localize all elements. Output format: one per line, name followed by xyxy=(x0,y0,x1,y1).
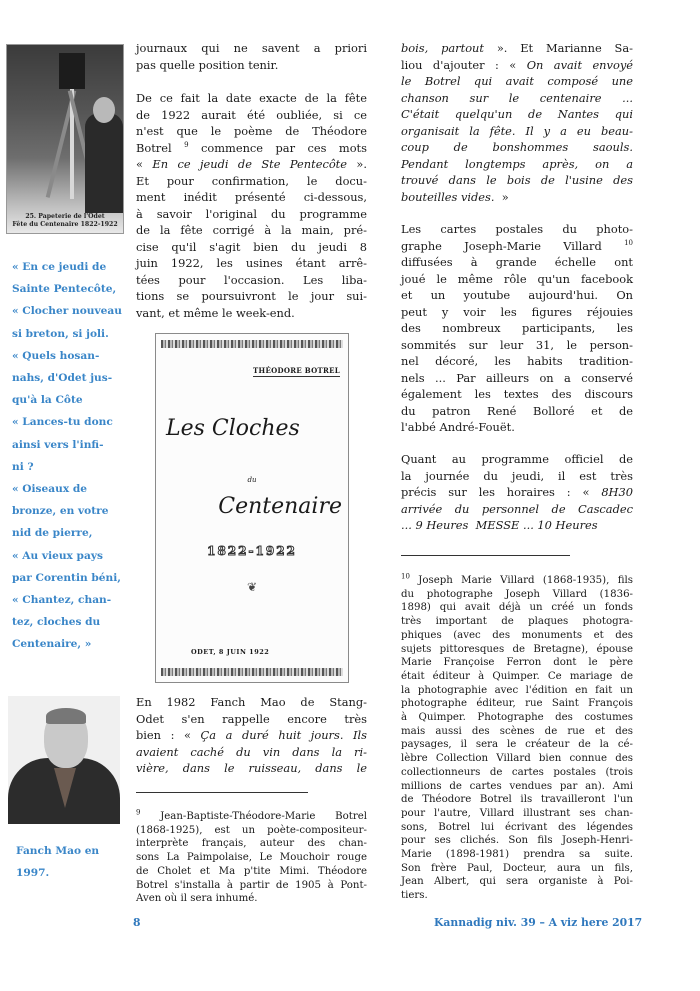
poem-line: nid de pierre, xyxy=(12,527,93,540)
text-line: très important de plaques photogra- xyxy=(401,616,633,628)
quote-italic: trouvé dans le bois de l'usine des xyxy=(401,173,633,187)
text-line: Odet s'en rappelle encore très xyxy=(136,711,367,726)
postcard-caption xyxy=(7,213,123,229)
quote-italic: avaient caché du vin dans la ri- xyxy=(136,744,367,759)
text-line: nel décoré, les habits tradition- xyxy=(401,354,633,368)
text-fragment: Joseph Marie Villard (1868-1935), fils xyxy=(418,575,633,586)
text-line xyxy=(401,574,633,588)
quote-italic: Ça a duré huit jours. Ils xyxy=(200,728,367,742)
poem-line: « En ce jeudi de xyxy=(12,261,107,273)
text-line: vant, et même le week-end. xyxy=(136,305,295,320)
text-line xyxy=(136,727,367,744)
text-line xyxy=(401,123,633,140)
text-line: tions se poursuivront le jour sui- xyxy=(136,289,367,303)
text-line: à savoir l'original du programme xyxy=(136,206,367,221)
postcard-caption-line1: 25. Papeterie de l'Odet xyxy=(25,213,105,220)
text-line: de Cholet et Ma p'tite Mimi. Théodore xyxy=(136,865,367,877)
poem-line: ni ? xyxy=(12,460,34,473)
footnote-divider xyxy=(136,792,308,793)
text-line: sons La Paimpolaise, Le Mouchoir rouge xyxy=(136,852,367,864)
text-line: En 1982 Fanch Mao de Stang- xyxy=(136,695,367,709)
text-line: sons, Botrel lui écrivant des légendes xyxy=(401,821,633,833)
right-paragraph-2 xyxy=(401,221,633,436)
center-paragraph-3 xyxy=(136,694,367,777)
text-line: nels ... Par ailleurs on a conservé xyxy=(401,370,633,385)
right-paragraph-3 xyxy=(401,451,633,534)
text-line: tées pour l'occasion. Les liba- xyxy=(136,272,367,287)
text-line: juin 1922, les usines étant arrê- xyxy=(136,256,367,270)
text-line: du photographe Joseph Villard (1836- xyxy=(401,588,633,600)
text-line xyxy=(136,140,367,157)
text-line xyxy=(401,106,633,123)
text-fragment: précis sur les horaires : « xyxy=(401,485,602,499)
portrait-caption xyxy=(16,840,126,884)
text-line: peut y voir les figures réjouies xyxy=(401,304,633,319)
poem-line: « Quels hosan- xyxy=(12,349,100,362)
quote-italic: bois, partout xyxy=(401,41,484,55)
footnote-9 xyxy=(136,810,367,906)
poem-line: Sainte Pentecôte, xyxy=(12,283,117,296)
quote-italic: 8H30 xyxy=(601,485,633,499)
poem-line: ainsi vers l'infi- xyxy=(12,438,104,451)
poem-line: « Lances-tu donc xyxy=(12,416,113,429)
text-line: 1898) qui avait déjà un créé un fonds xyxy=(401,602,633,614)
text-line xyxy=(401,501,633,518)
cover-years: 1822-1922 xyxy=(207,544,297,558)
text-line: de 1922 aurait été oubliée, si ce xyxy=(136,107,367,122)
poem-sidebar xyxy=(12,256,130,656)
text-line: ment inédit présenté ci-dessous, xyxy=(136,190,367,204)
quote-italic: arrivée du personnel de Cascadec xyxy=(401,501,633,516)
text-line: millions de cartes vendues par an). Ami xyxy=(401,780,633,792)
text-line: interprète français, auteur des chan- xyxy=(136,838,367,850)
floral-ornament-icon: ❦ xyxy=(246,580,258,594)
footnote-marker: 9 xyxy=(136,808,141,817)
cover-title-line3: Centenaire xyxy=(218,494,342,519)
quote-open: « xyxy=(136,157,153,171)
text-line xyxy=(136,156,367,173)
text-line: à Quimper. Photographe des costumes xyxy=(401,712,633,724)
text-line: du patron René Bolloré et de xyxy=(401,403,633,418)
text-line: joué le même rôle qu'un facebook xyxy=(401,271,633,286)
quote-italic: vière, dans le ruisseau, dans le xyxy=(136,761,367,775)
cover-title-line2: du xyxy=(247,476,257,484)
text-line: Les cartes postales du photo- xyxy=(401,222,633,236)
center-paragraph-1 xyxy=(136,40,367,73)
man-figure xyxy=(85,113,123,213)
cover-author: THÉODORE BOTREL xyxy=(253,366,340,375)
text-line: l'abbé André-Fouët. xyxy=(401,420,515,434)
text-line xyxy=(401,484,633,501)
text-line: journaux qui ne savent a priori xyxy=(136,41,367,55)
text-line: lèbre Collection Villard bien connue des xyxy=(401,753,633,765)
text-fragment: Jean-Baptiste-Théodore-Marie Botrel xyxy=(160,811,367,822)
text-fragment: liou d'ajouter : « xyxy=(401,57,527,72)
quote-close: » xyxy=(494,189,509,204)
text-line xyxy=(401,517,633,534)
poem-line: nahs, d'Odet jus- xyxy=(12,372,113,385)
footnote-ref-9[interactable]: 9 xyxy=(184,140,189,149)
text-line: la journée du jeudi, il est très xyxy=(401,468,633,483)
portrait-caption-line2: 1997. xyxy=(16,867,50,879)
page-number: 8 xyxy=(133,916,141,929)
text-line xyxy=(401,139,633,156)
quote-italic: C'était quelqu'un de Nantes qui xyxy=(401,107,633,121)
text-line: Botrel s'installa à partir de 1905 à Pont- xyxy=(136,879,367,891)
text-line xyxy=(136,760,367,777)
poem-line: « Chantez, chan- xyxy=(12,594,112,607)
quote-italic: organisait la fête. Il y a eu beau- xyxy=(401,123,633,138)
text-line: Son frère Paul, Docteur, aura un fils, xyxy=(401,862,633,874)
text-line xyxy=(401,57,633,74)
poem-line: qu'à la Côte xyxy=(12,394,83,407)
quote-italic: ... 9 Heures MESSE ... 10 Heures xyxy=(401,518,598,532)
text-line: de la fête corrigé à la main, pré- xyxy=(136,223,367,237)
postcard-photo-camera xyxy=(6,44,124,234)
text-line: sommités sur leur 31, le person- xyxy=(401,337,633,352)
text-line: mais aussi des scènes de rue et des xyxy=(401,725,633,737)
text-line: phiques (avec des monuments et des xyxy=(401,629,633,641)
text-line: également les textes des discours xyxy=(401,387,633,401)
text-line: était éditeur à Quimper. Ce mariage de xyxy=(401,670,633,682)
text-line xyxy=(401,156,633,173)
text-line xyxy=(136,744,367,761)
text-line xyxy=(136,810,367,824)
poem-line: par Corentin béni, xyxy=(12,571,121,584)
footnote-marker: 10 xyxy=(401,572,410,581)
poem-line: « Clocher nouveau xyxy=(12,305,122,318)
text-line: De ce fait la date exacte de la fête xyxy=(136,91,367,105)
text-line: sujets pittoresques de Bretagne), épouse xyxy=(401,643,633,655)
text-line: Aven où il sera inhumé. xyxy=(136,893,258,905)
quote-italic: Pendant longtemps après, on a xyxy=(401,156,633,171)
portrait-caption-line1: Fanch Mao en xyxy=(16,845,100,857)
publication-footer: Kannadig niv. 39 – A viz here 2017 xyxy=(434,916,643,929)
postcard-caption-line2: Fête du Centenaire 1822-1922 xyxy=(12,221,118,228)
quote-italic: chanson sur le centenaire ... xyxy=(401,90,633,105)
text-line: tiers. xyxy=(401,890,428,902)
text-line: pour ses clichés. Son fils Joseph-Henri- xyxy=(401,835,633,847)
text-line: collectionneurs de cartes postales (trois xyxy=(401,766,633,778)
quote-italic: bouteilles vides. xyxy=(401,189,495,204)
text-line: n'est que le poème de Théodore xyxy=(136,124,367,138)
decorative-band xyxy=(161,340,343,348)
poem-line: tez, cloches du xyxy=(12,616,101,629)
cover-title-line1: Les Cloches xyxy=(166,416,300,441)
text-line: photographe éditeur, rue Saint François xyxy=(401,698,633,710)
portrait-photo-fanch-mao xyxy=(8,696,120,824)
text-line: de Théodore Botrel ils travailleront l'un xyxy=(401,794,633,806)
poem-line: si breton, si joli. xyxy=(12,327,109,340)
text-line xyxy=(401,172,633,189)
poem-line: « Oiseaux de xyxy=(12,483,87,496)
camera-shape xyxy=(59,53,85,89)
text-line: Jean Albert, qui sera organiste à Poi- xyxy=(401,876,633,888)
footnote-10 xyxy=(401,574,633,903)
text-line xyxy=(401,90,633,107)
program-cover-image xyxy=(155,333,349,683)
text-line: cise qu'il s'agit bien du jeudi 8 xyxy=(136,239,367,254)
text-line: paysages, il sera le créateur de la cé- xyxy=(401,739,633,751)
poem-line: bronze, en votre xyxy=(12,505,109,518)
text-line xyxy=(401,40,633,57)
text-line: Et pour confirmation, le docu- xyxy=(136,173,367,188)
footnote-ref-10[interactable]: 10 xyxy=(624,238,633,247)
text-line: et un youtube aujourd'hui. On xyxy=(401,288,633,302)
text-line: pas quelle position tenir. xyxy=(136,57,279,72)
text-fragment: Botrel xyxy=(136,140,172,155)
text-fragment: ». Et Marianne Sa- xyxy=(483,41,634,55)
text-fragment: bien : « xyxy=(136,728,201,742)
text-line: (1868-1925), est un poète-compositeur- xyxy=(136,824,367,836)
decorative-band xyxy=(161,668,343,676)
footnote-divider xyxy=(401,555,570,556)
poem-line: « Au vieux pays xyxy=(12,549,103,562)
text-line xyxy=(401,73,633,90)
text-line: Quant au programme officiel de xyxy=(401,452,633,466)
text-line xyxy=(401,189,633,206)
text-line: la photographie avec l'édition en fait un xyxy=(401,684,633,696)
quote-italic: On avait envoyé xyxy=(526,57,633,72)
text-line: des nombreux participants, les xyxy=(401,321,633,335)
text-line: diffusées à grande échelle ont xyxy=(401,255,633,269)
quote-italic: coup de bonshommes saouls. xyxy=(401,140,633,154)
text-line xyxy=(401,238,633,255)
text-line: pour l'autre, Villard illustrant ses chan- xyxy=(401,807,633,819)
text-fragment: commence par ces mots xyxy=(201,140,367,155)
man-head xyxy=(93,97,115,123)
quote-close: ». xyxy=(347,157,367,171)
text-line: Marie (1898-1981) prendra sa suite. xyxy=(401,849,633,861)
portrait-hair xyxy=(46,708,86,724)
text-fragment: graphe Joseph-Marie Villard xyxy=(401,238,602,253)
center-paragraph-2 xyxy=(136,90,367,321)
quoted-title: En ce jeudi de Ste Pentecôte xyxy=(152,157,347,171)
right-paragraph-1 xyxy=(401,40,633,205)
poem-line: Centenaire, » xyxy=(12,638,92,651)
quote-italic: le Botrel qui avait composé une xyxy=(401,74,633,88)
cover-place-date: ODET, 8 JUIN 1922 xyxy=(191,648,270,656)
text-line: Marie Françoise Ferron dont le père xyxy=(401,657,633,669)
